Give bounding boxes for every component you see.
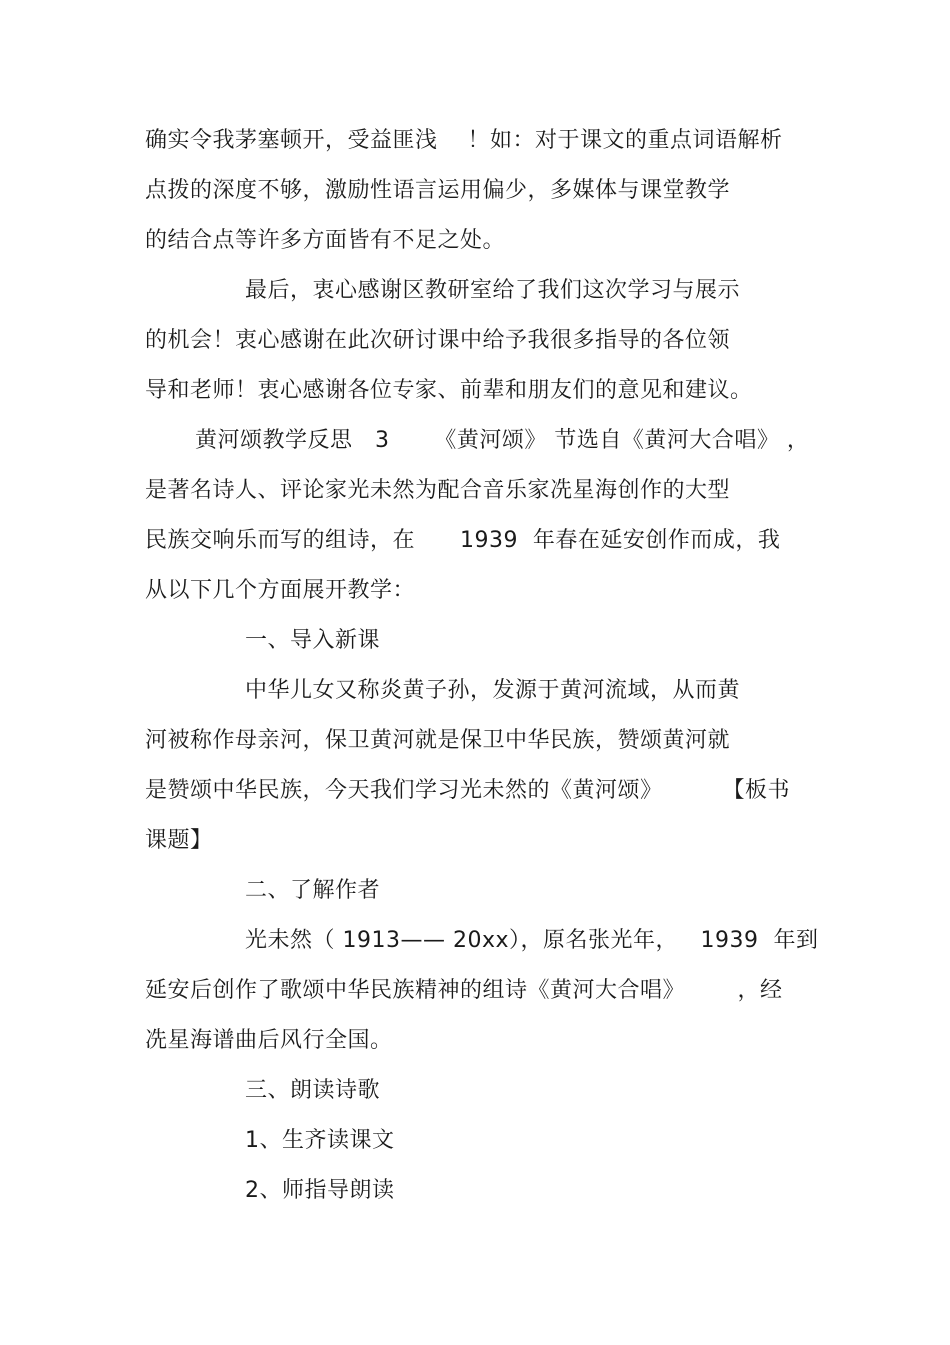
text-line-13: 河被称作母亲河，保卫黄河就是保卫中华民族，赞颂黄河就 — [145, 728, 731, 753]
text-line-15: 课题】 — [145, 828, 213, 853]
text-line-19: 冼星海谱曲后风行全国。 — [145, 1028, 393, 1053]
text-line-14: 是赞颂中华民族，今天我们学习光未然的《黄河颂》 【板书 — [145, 778, 790, 803]
section-heading-2: 二、了解作者 — [245, 878, 381, 903]
text-line-18: 延安后创作了歌颂中华民族精神的组诗《黄河大合唱》 ，经 — [145, 978, 783, 1003]
text-line-4: 最后，衷心感谢区教研室给了我们这次学习与展示 — [245, 278, 741, 303]
text-line-9: 民族交响乐而写的组诗，在 1939 年春在延安创作而成，我 — [145, 528, 781, 553]
text-line-1: 确实令我茅塞顿开，受益匪浅 ！如：对于课文的重点词语解析 — [145, 128, 783, 153]
section-heading-3: 三、朗读诗歌 — [245, 1078, 381, 1103]
text-line-12: 中华儿女又称炎黄子孙，发源于黄河流域，从而黄 — [245, 678, 741, 703]
text-line-3: 的结合点等许多方面皆有不足之处。 — [145, 228, 506, 253]
section-heading-1: 一、导入新课 — [245, 628, 381, 653]
list-item-2: 2、师指导朗读 — [245, 1178, 395, 1203]
text-line-6: 导和老师！衷心感谢各位专家、前辈和朋友们的意见和建议。 — [145, 378, 753, 403]
text-line-7: 黄河颂教学反思 3 《黄河颂》 节选自《黄河大合唱》 ， — [195, 428, 810, 453]
list-item-1: 1、生齐读课文 — [245, 1128, 395, 1153]
text-line-5: 的机会！衷心感谢在此次研讨课中给予我很多指导的各位领 — [145, 328, 731, 353]
text-line-2: 点拨的深度不够，激励性语言运用偏少，多媒体与课堂教学 — [145, 178, 731, 203]
text-line-8: 是著名诗人、评论家光未然为配合音乐家冼星海创作的大型 — [145, 478, 731, 503]
text-line-17: 光未然（ 1913—— 20xx），原名张光年， 1939 年到 — [245, 928, 819, 953]
text-line-10: 从以下几个方面展开教学： — [145, 578, 416, 603]
